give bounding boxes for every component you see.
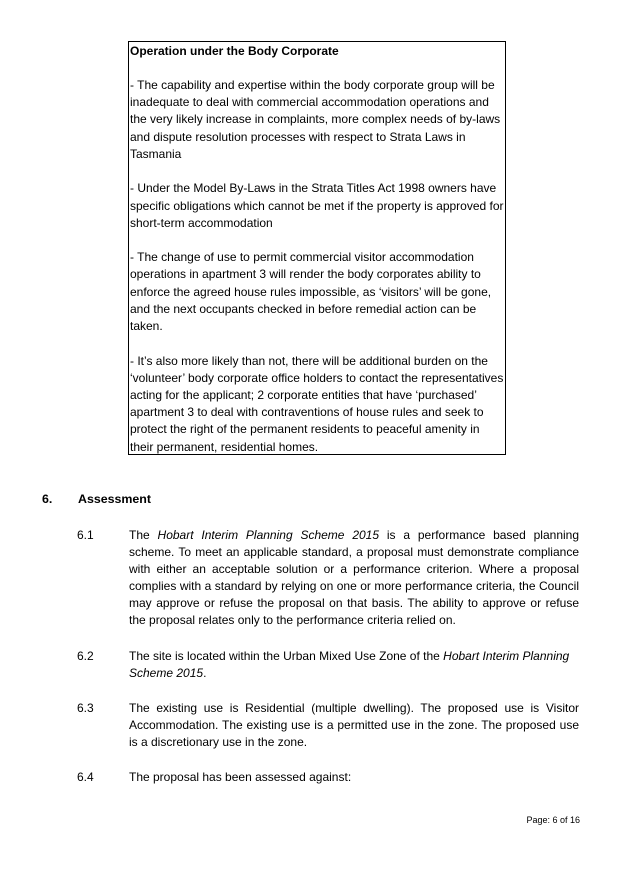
item-number: 6.1 — [77, 528, 94, 542]
section-number: 6. — [42, 492, 53, 506]
item-text: The existing use is Residential (multiple dwelling). The proposed use is Visitor Accommodation. The existing use is a permitted use in the zone. The proposed use is a discretionary use in the zone. — [129, 701, 579, 749]
box-title: Operation under the Body Corporate — [130, 44, 339, 58]
item-text: The Hobart Interim Planning Scheme 2015 is a performance based planning scheme. To meet an applicable standard, a proposal must demonstrate compliance with either an acceptable solution or a performance criterion. Where a proposal complies with a standard by relying on one or more performance criteria, the Council may approve or refuse the proposal on that basis. The ability to approve or refuse the proposal relates only to the performance criteria relied on. — [129, 528, 579, 627]
numbered-item — [77, 648, 579, 682]
box-paragraph: - The capability and expertise within the body corporate group will be inadequate to deal with commercial accommodation operations and the very likely increase in complaints, more complex needs of by-laws and dispute resolution processes with respect to Strata Laws in Tasmania — [130, 78, 501, 161]
box-paragraph: - Under the Model By-Laws in the Strata Titles Act 1998 owners have specific obligations which cannot be met if the property is approved for short-term accommodation — [130, 181, 504, 230]
box-paragraph: - The change of use to permit commercial visitor accommodation operations in apartment 3 will render the body corporates ability to enforce the agreed house rules impossible, as ‘visitors’ will be gone, and the next occupants checked in before remedial action can be taken. — [130, 250, 492, 334]
item-number: 6.3 — [77, 701, 94, 715]
box-paragraph: - It’s also more likely than not, there will be additional burden on the ‘volunteer’ body corporate office holders to contact the representatives acting for the applicant; 2 corporate entities that have ‘purchased’ apartment 3 to deal with contraventions of house rules and seek to protect the right of the permanent residents to peaceful amenity in their permanent, residential homes. — [130, 353, 504, 454]
numbered-item — [77, 527, 579, 629]
item-number: 6.2 — [77, 649, 94, 663]
item-text: The proposal has been assessed against: — [129, 770, 352, 784]
numbered-item — [77, 700, 579, 751]
objection-box — [128, 41, 506, 455]
numbered-item — [77, 769, 579, 786]
section-title: Assessment — [78, 492, 152, 506]
page-number: Page: 6 of 16 — [526, 815, 580, 825]
item-text: The site is located within the Urban Mixed Use Zone of the Hobart Interim Planning Scheme 2015. — [129, 649, 570, 680]
item-number: 6.4 — [77, 770, 94, 784]
